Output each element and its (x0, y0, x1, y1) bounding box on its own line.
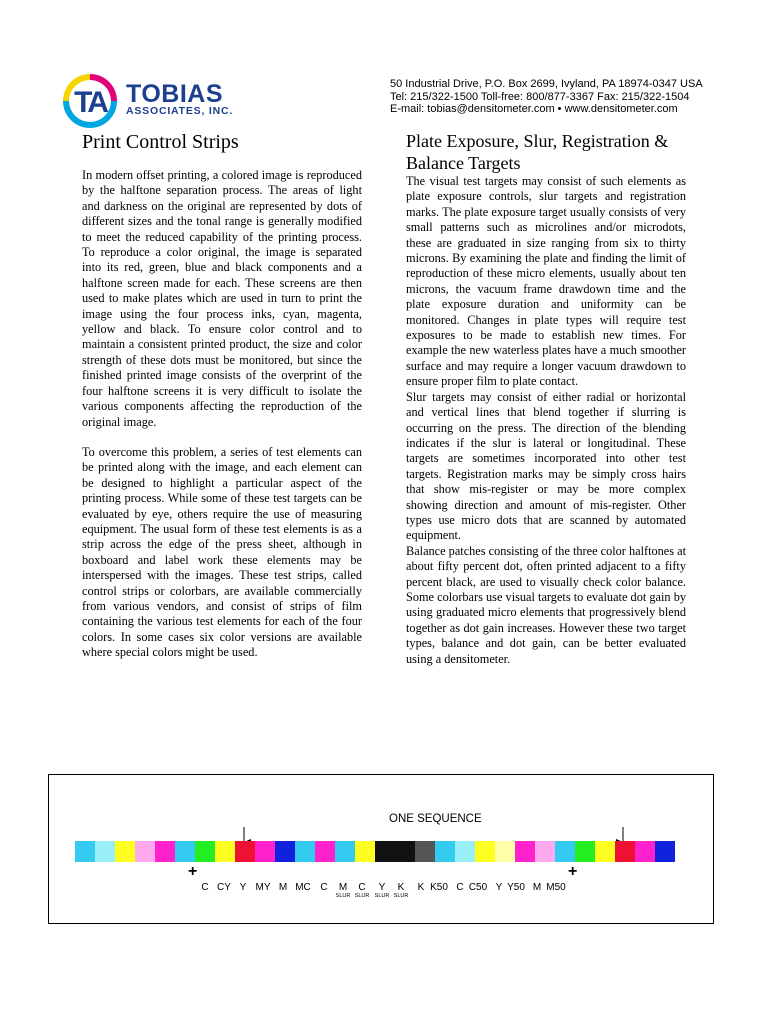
color-patch (235, 841, 255, 862)
patch-label: K (397, 882, 405, 893)
color-patch (535, 841, 555, 862)
registration-mark-left: + (188, 863, 198, 880)
color-patch (435, 841, 455, 862)
slur-label: SLUR (374, 893, 390, 899)
phone-line: Tel: 215/322-1500 Toll-free: 800/877-3367 Fax: 215/322-1504 (390, 90, 690, 103)
patch-label: M (532, 882, 542, 893)
logo-letters: TA (74, 86, 106, 119)
patch-label: C (201, 882, 209, 893)
address-line: 50 Industrial Drive, P.O. Box 2699, Ivyland, PA 18974-0347 USA (390, 78, 703, 90)
patch-label: M (338, 882, 348, 893)
slur-label: SLUR (335, 893, 351, 899)
color-patch (595, 841, 615, 862)
patch-label: M50 (546, 882, 566, 893)
color-patch (455, 841, 475, 862)
left-column (82, 130, 362, 661)
color-patch (175, 841, 195, 862)
color-patch (475, 841, 495, 862)
web-line: E-mail: tobias@densitometer.com • www.densitometer.com (390, 103, 678, 115)
color-patch (495, 841, 515, 862)
company-brand (126, 82, 233, 117)
patch-label: C (358, 882, 366, 893)
right-paragraph-1: The visual test targets may consist of such elements as plate exposure controls, slur targets and registration marks. The plate exposure target usually consists of very small patterns such as microlines and/or microdots, these are graduated in size ranging from six to thirty microns. By examining the plate and finding the limit of reproduction of these micro elements, usually about ten microns, the vacuum frame drawdown time and the plate exposure duration and uniformity can be monitored. Changes in plate types will require test exposures to be made to establish new times. For example the new waterless plates have a much smoother surface and may require a longer vacuum drawdown to ensure proper film to plate contact. (406, 174, 686, 389)
color-patch (395, 841, 415, 862)
color-patch (135, 841, 155, 862)
slur-label: SLUR (354, 893, 370, 899)
patch-label: C (456, 882, 464, 893)
sequence-label: ONE SEQUENCE (385, 813, 486, 825)
company-subtitle: ASSOCIATES, INC. (126, 105, 234, 117)
patch-label: Y (495, 882, 503, 893)
right-section-title: Plate Exposure, Slur, Registration & Balance Targets (406, 131, 669, 173)
patch-label: M (278, 882, 288, 893)
left-section-title: Print Control Strips (82, 131, 239, 153)
patch-label: CY (217, 882, 231, 893)
patch-label: Y (239, 882, 247, 893)
color-patch-strip (75, 841, 675, 862)
color-patch (255, 841, 275, 862)
left-paragraph-1: In modern offset printing, a colored image is reproduced by the halftone separation process. The areas of light and darkness on the original are represented by dots of different sizes and the tonal range is generally modified to meet the reduced capability of the printing process. To reproduce a color original, the image is separated into its red, green, blue and black components and a halftone screen made for each. These screens are then used to make plates which are used in turn to print the image using the four process inks, cyan, magenta, yellow and black. To ensure color control and to maintain a consistent printed product, the size and color strength of these dots must be monitored, but since the finished printed image consists of the overprint of the four halftone screens it is very difficult to isolate the various components affecting the reproduction of the original image. (82, 168, 362, 429)
contact-block (390, 78, 703, 116)
color-patch (575, 841, 595, 862)
tobias-logo-icon (60, 72, 120, 128)
color-patch (295, 841, 315, 862)
patch-label: K50 (430, 882, 448, 893)
patch-label: MC (295, 882, 311, 893)
color-patch (275, 841, 295, 862)
color-patch (95, 841, 115, 862)
color-patch (335, 841, 355, 862)
registration-mark-right: + (568, 863, 578, 880)
patch-label: Y50 (507, 882, 525, 893)
patch-label: Y (378, 882, 386, 893)
color-patch (315, 841, 335, 862)
right-paragraph-2: Slur targets may consist of either radial or horizontal and vertical lines that blend together if slurring is occurring on the press. The direction of the blending indicates if the slur is lateral or longitudinal. These targets are sometimes incorporated into other test targets. Registration marks may be simply cross hairs that show mis-register or may be more complex showing direction and amount of mis-register. Other types use micro dots that are scanned by automated equipment. (406, 389, 686, 543)
color-patch (115, 841, 135, 862)
company-name: TOBIAS (126, 80, 223, 108)
color-patch (375, 841, 395, 862)
patch-label: MY (255, 882, 271, 893)
color-patch (615, 841, 635, 862)
left-paragraph-2: To overcome this problem, a series of test elements can be printed along with the image, and each element can be designed to highlight a particular aspect of the printing process. While some of these test targets can be evaluated by eye, others require the use of measuring equipment. The usual form of these test elements is as a strip across the edge of the press sheet, although in boxboard and label work these elements may be interspersed with the images. These test strips, called control strips or colorbars, are available commercially from various vendors, and consist of strips of film containing the various test elements for each of the four colors. In some cases six color versions are available where special colors might be used. (82, 444, 362, 660)
color-patch (355, 841, 375, 862)
color-patch (515, 841, 535, 862)
right-paragraph-3: Balance patches consisting of the three color halftones at about fifty percent dot, often printed adjacent to a fifty percent black, are used to visually check color balance. Some colorbars use visual targets to evaluate dot gain by using graduated micro elements that progressively blend together as dot gain increases. However these two target types, balance and dot gain, can be better evaluated using a densitometer. (406, 543, 686, 666)
color-patch (75, 841, 95, 862)
color-patch (655, 841, 675, 862)
color-patch (155, 841, 175, 862)
color-patch (635, 841, 655, 862)
color-patch (215, 841, 235, 862)
color-patch (415, 841, 435, 862)
color-patch (195, 841, 215, 862)
color-patch (555, 841, 575, 862)
slur-label: SLUR (393, 893, 409, 899)
patch-label: C50 (468, 882, 488, 893)
right-column (406, 130, 686, 667)
patch-label: C (320, 882, 328, 893)
patch-label: K (417, 882, 425, 893)
